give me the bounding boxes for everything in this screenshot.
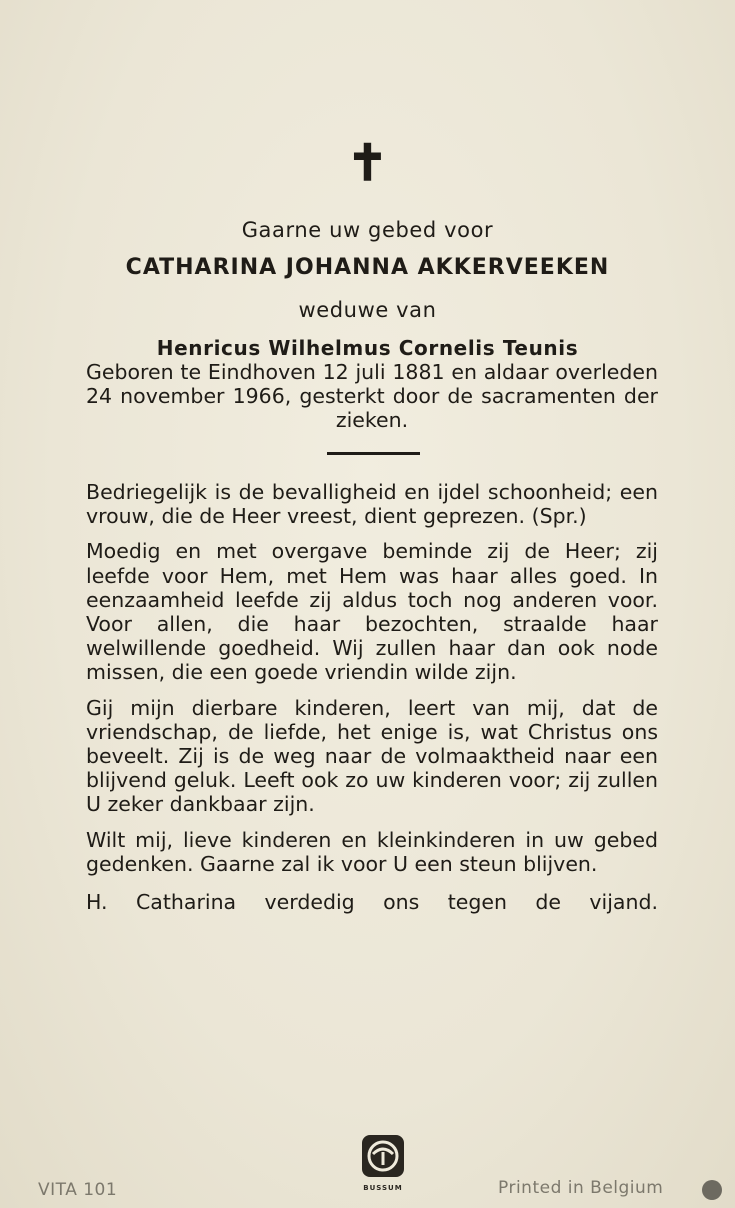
closing-prayer: H. Catharina verdedig ons tegen de vijand. xyxy=(86,890,658,915)
printed-in-text: Printed in Belgium xyxy=(498,1178,664,1198)
intro-text: Gaarne uw gebed voor xyxy=(241,218,494,242)
biography-text: Geboren te Eindhoven 12 juli 1881 en aldaar overleden 24 november 1966, gesterkt door de sacramenten der zieken. xyxy=(86,360,658,432)
paragraph: Gij mijn dierbare kinderen, leert van mij, dat de vriendschap, de liefde, het enige is, wat Christus ons beveelt. Zij is de weg naar de volmaaktheid naar een blijvend geluk. Leeft ook zo uw kinderen voor; zij zullen U zeker dankbaar zijn. xyxy=(86,695,658,817)
publisher-logo-icon xyxy=(361,1134,405,1178)
deceased-name: CATHARINA JOHANNA AKKERVEEKEN xyxy=(125,255,610,280)
paragraph: Bedriegelijk is de bevalligheid en ijdel schoonheid; een vrouw, die de Heer vreest, dient geprezen. (Spr.) xyxy=(86,480,658,529)
publisher-label: BUSSUM xyxy=(363,1184,403,1192)
union-mark-icon xyxy=(702,1180,722,1200)
card-code: VITA 101 xyxy=(38,1180,118,1200)
divider-line xyxy=(327,452,420,455)
paragraph: Wilt mij, lieve kinderen en kleinkinderen in uw gebed gedenken. Gaarne zal ik voor U een steun blijven. xyxy=(86,827,658,876)
memorial-text xyxy=(86,480,658,925)
cross-icon: ✝ xyxy=(346,133,389,192)
widow-of-text: weduwe van xyxy=(298,298,437,322)
husband-name: Henricus Wilhelmus Cornelis Teunis xyxy=(156,336,579,360)
paragraph: Moedig en met overgave beminde zij de Heer; zij leefde voor Hem, met Hem was haar alles goed. In eenzaamheid leefde zij aldus toch nog anderen voor. Voor allen, die haar bezochten, straalde haar welwillende goedheid. Wij zullen haar dan ook node missen, die een goede vriendin wilde zijn. xyxy=(86,539,658,685)
